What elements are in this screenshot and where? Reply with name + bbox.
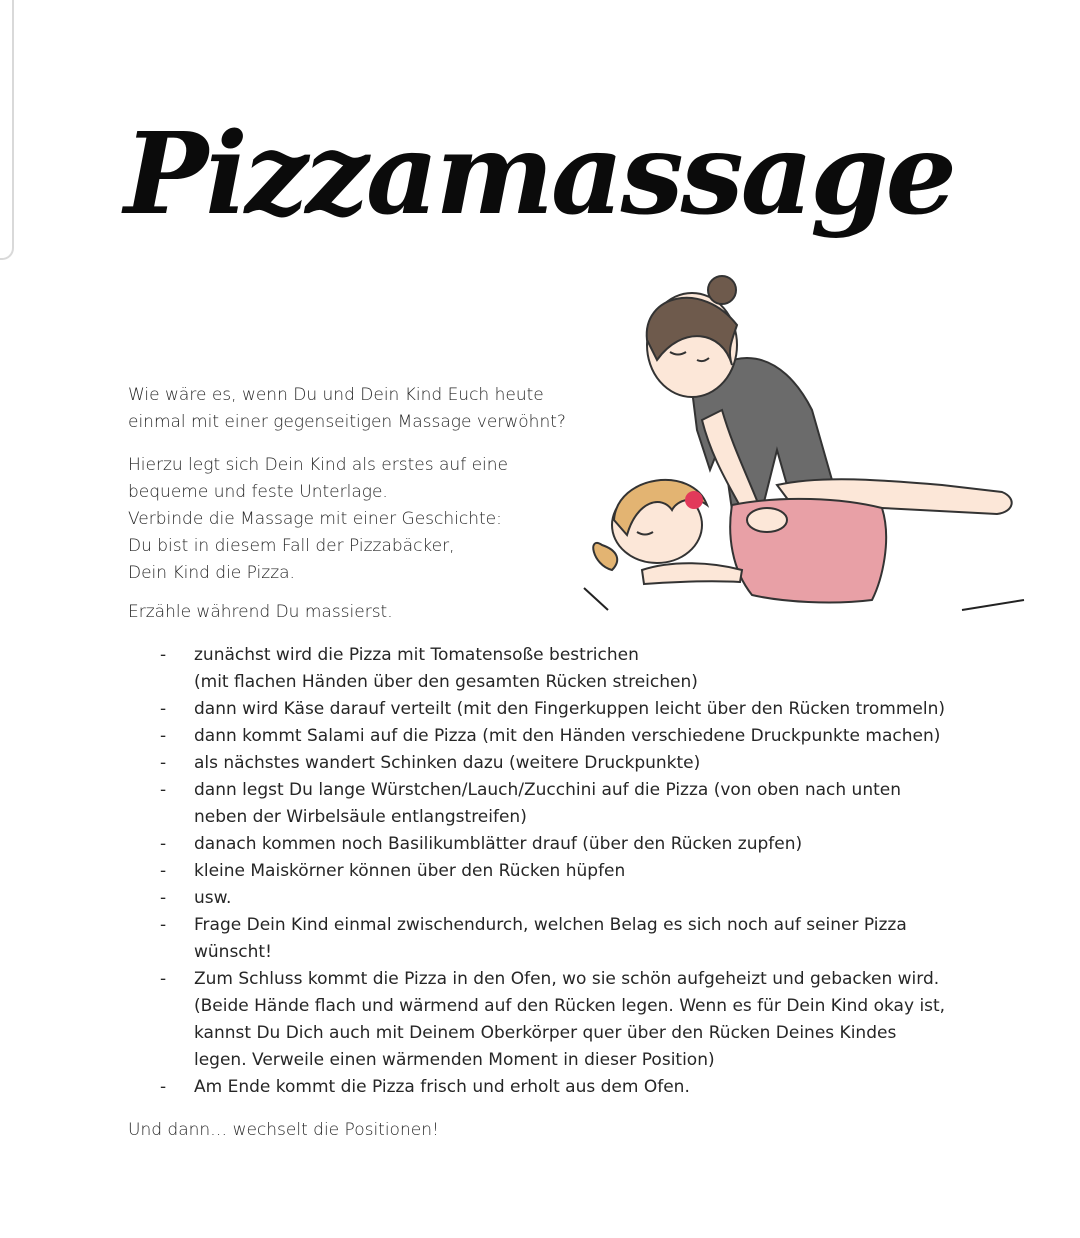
step-text: kleine Maiskörner können über den Rücken hüpfen — [194, 861, 626, 881]
step-text: danach kommen noch Basilikumblätter drauf (über den Rücken zupfen) — [194, 834, 803, 854]
list-item — [160, 642, 960, 696]
bullet-dash: - — [160, 969, 167, 989]
massage-steps-list — [160, 642, 960, 1101]
page-corner-edge — [0, 0, 14, 260]
list-item — [160, 750, 960, 777]
bullet-dash: - — [160, 1077, 167, 1097]
bullet-dash: - — [160, 834, 167, 854]
list-item — [160, 831, 960, 858]
massage-illustration-icon — [582, 270, 1032, 620]
intro-paragraph-3: Erzähle während Du massierst. — [128, 602, 393, 622]
bullet-dash: - — [160, 753, 167, 773]
step-text: dann legst Du lange Würstchen/Lauch/Zucchini auf die Pizza (von oben nach unten neben der Wirbelsäule entlangstreifen) — [194, 780, 901, 827]
bullet-dash: - — [160, 780, 167, 800]
list-item — [160, 777, 960, 831]
outro-text: Und dann… wechselt die Positionen! — [128, 1120, 439, 1140]
step-text: dann wird Käse darauf verteilt (mit den Fingerkuppen leicht über den Rücken trommeln) — [194, 699, 945, 719]
step-text: als nächstes wandert Schinken dazu (weitere Druckpunkte) — [194, 753, 701, 773]
intro-paragraph-1: Wie wäre es, wenn Du und Dein Kind Euch heute einmal mit einer gegenseitigen Massage verwöhnt? — [128, 385, 566, 432]
bullet-dash: - — [160, 915, 167, 935]
page-title: Pizzamassage — [124, 109, 954, 240]
list-item — [160, 858, 960, 885]
list-item — [160, 723, 960, 750]
list-item — [160, 966, 960, 1074]
step-text: Frage Dein Kind einmal zwischendurch, welchen Belag es sich noch auf seiner Pizza wünscht! — [194, 915, 907, 962]
bullet-dash: - — [160, 699, 167, 719]
step-text: zunächst wird die Pizza mit Tomatensoße bestrichen (mit flachen Händen über den gesamten Rücken streichen) — [194, 645, 698, 692]
bullet-dash: - — [160, 726, 167, 746]
step-text: Am Ende kommt die Pizza frisch und erholt aus dem Ofen. — [194, 1077, 690, 1097]
step-text: Zum Schluss kommt die Pizza in den Ofen, wo sie schön aufgeheizt und gebacken wird. (Beide Hände flach und wärmend auf den Rücken legen. Wenn es für Dein Kind okay ist, kannst Du Dich auch mit Deinem Oberkörper quer über den Rücken Deines Kindes legen. Verweile einen wärmenden Moment in dieser Position) — [194, 969, 946, 1070]
intro-paragraph-2: Hierzu legt sich Dein Kind als erstes auf eine bequeme und feste Unterlage. Verbinde die Massage mit einer Geschichte: Du bist in diesem Fall der Pizzabäcker, Dein Kind die Pizza. — [128, 455, 508, 583]
step-text: dann kommt Salami auf die Pizza (mit den Händen verschiedene Druckpunkte machen) — [194, 726, 941, 746]
list-item — [160, 885, 960, 912]
step-text: usw. — [194, 888, 232, 908]
list-item — [160, 1074, 960, 1101]
bullet-dash: - — [160, 861, 167, 881]
bullet-dash: - — [160, 888, 167, 908]
list-item — [160, 912, 960, 966]
list-item — [160, 696, 960, 723]
bullet-dash: - — [160, 645, 167, 665]
